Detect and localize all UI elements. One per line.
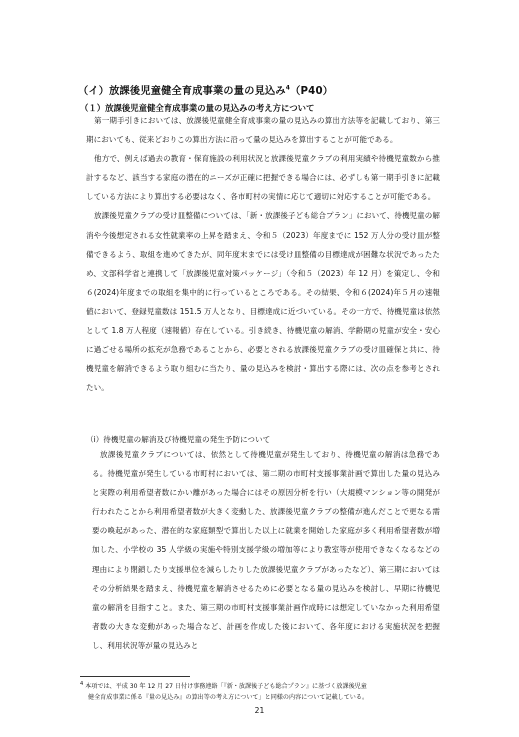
- page-number: 21: [254, 706, 265, 715]
- item-heading: （i）待機児童の解消及び待機児童の発生予防について: [86, 435, 271, 444]
- footnote-line-2: 健全育成事業に係る『量の見込み』の算出等の考え方について」と同様の内容について記載している。: [88, 693, 369, 701]
- footnote: [80, 679, 442, 703]
- footnote-text-1: 本項では、平成 30 年 12 月 27 日付け事務連絡「『新・放課後子ども総合プラン』に基づく放課後児童: [83, 683, 367, 691]
- body-section: [86, 111, 440, 397]
- footnote-divider: [80, 676, 190, 677]
- footnote-mark: 4: [80, 681, 84, 687]
- heading-page-ref: （P40）: [290, 86, 334, 97]
- section-heading-text: （イ）放課後児童健全育成事業の量の見込み: [78, 86, 286, 97]
- paragraph-2: 他方で、例えば過去の教育・保育施設の利用状況と放課後児童クラブの利用実績や待機児童数から推計するなど、該当する家庭の潜在的ニーズが正確に把握できる場合には、必ずしも第一期手引きに記載している方法により算出する必要はなく、各市町村の実情に応じて適切に対応することが可能である。: [86, 154, 440, 202]
- section-heading: [78, 82, 333, 97]
- item-paragraph: 放課後児童クラブについては、依然として待機児童が発生しており、待機児童の解消は急務である。待機児童が発生している市町村においては、第二期の市町村支援事業計画で算出した量の見込みと実際の利用希望者数にかい離があった場合にはその原因分析を行い（大規模マンション等の開発が行われたことから利用希望者数が大きく変動した、放課後児童クラブの整備が進んだことで更なる需要の喚起があった、潜在的な家庭類型で算出した以上に就業を開始した家庭が多く利用希望者数が増加した、小学校の 35 人学級の実施や特別支援学級の増加等により教室等が使用できなくなるなどの理由により閉鎖したり支援単位を減らしたりした放課後児童クラブがあったなど）、第三期においてはその分析結果を踏まえ、待機児童を解消させるために必要となる量の見込みを検討し、早期に待機児童の解消を目指すこと。また、第三期の市町村支援事業計画作成時には想定していなかった利用希望者数の大きな変動があった場合など、計画を作成した後において、各年度における実施状況を把握し、利用状況等が量の見込みと: [92, 450, 440, 650]
- paragraph-1: 第一期手引きにおいては、放課後児童健全育成事業の量の見込みの算出方法等を記載しており、第三期においても、従来どおりこの算出方法に沿って量の見込みを算出することが可能である。: [86, 116, 440, 145]
- item-section: [92, 445, 440, 655]
- footnote-line-1: [80, 679, 442, 693]
- subsection-heading: （１）放課後児童健全育成事業の量の見込みの考え方について: [80, 103, 315, 113]
- paragraph-3: 放課後児童クラブの受け皿整備については、「新・放課後子ども総合プラン」において、待機児童の解消や今後想定される女性就業率の上昇を踏まえ、令和５（2023）年度までに 152 万人分の受け皿が整備できるよう、取組を進めてきたが、同年度末までには受け皿整備の目標達成が困難な状況であったため、文部科学省と連携して「放課後児童対策パッケージ」（令和５（2023）年 12 月）を策定し、令和６(2024)年度までの取組を集中的に行っているところである。その結果、令和６(2024)年５月の速報値において、登録児童数は 151.5 万人となり、目標達成に近づいている。その一方で、待機児童は依然として 1.8 万人程度（速報値）存在している。引き続き、待機児童の解消、学齢期の児童が安全・安心に過ごせる場所の拡充が急務であることから、必要とされる放課後児童クラブの受け皿確保と共に、待機児童を解消できるよう取り組むに当たり、量の見込みを検討・算出する際には、次の点を参考とされたい。: [86, 211, 440, 393]
- heading-footnote-mark: 4: [285, 84, 291, 92]
